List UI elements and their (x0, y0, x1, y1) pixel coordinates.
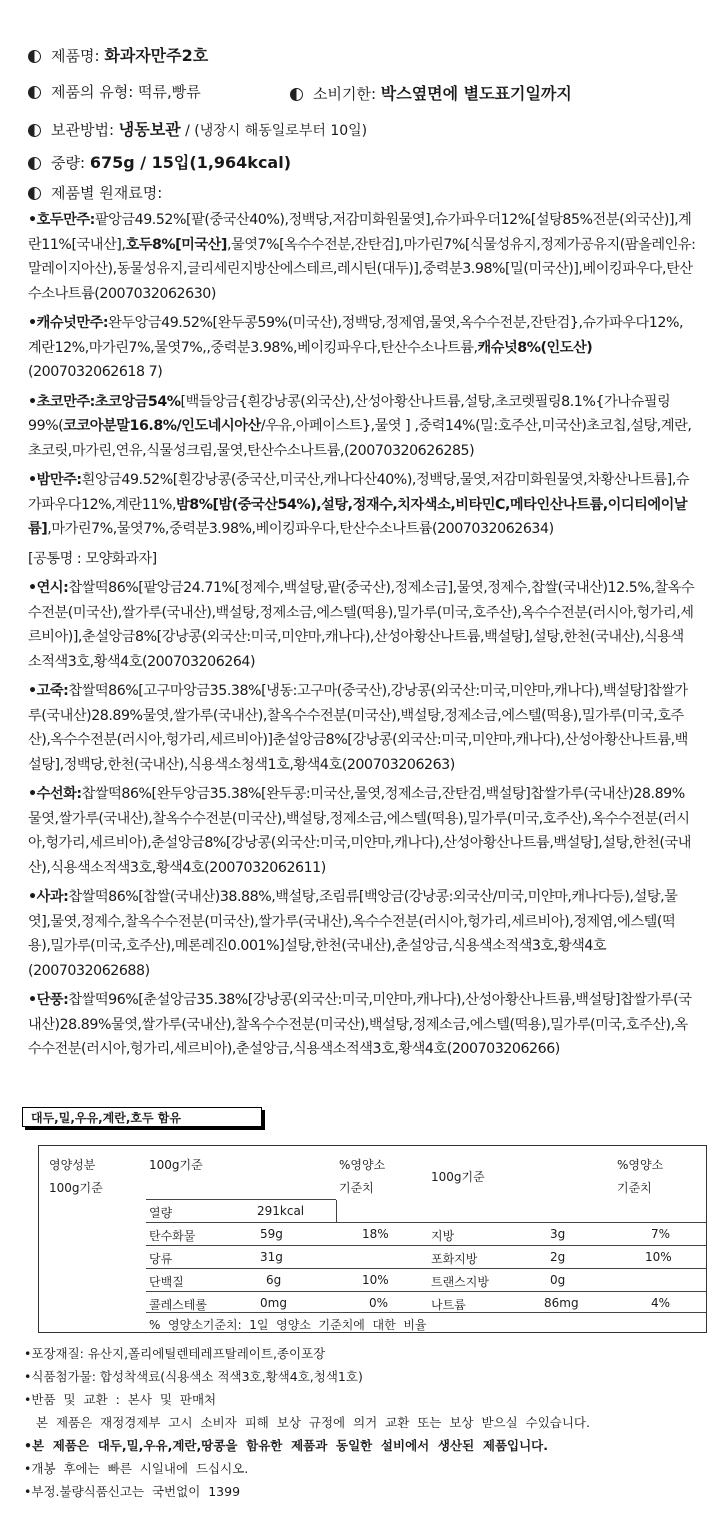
nutrient-name: 나트륨 (431, 1298, 466, 1312)
allergy-box: 대두,밀,우유,계란,호두 함유 (22, 1107, 262, 1127)
ingredients-heading-row (28, 182, 162, 203)
nutrient-name: 당류 (149, 1252, 173, 1266)
ingredient-text: 팥앙금49.52%[팥(중국산40%),정백당,저감미화원물엿],슈가파우더12%[설탕85%전분(외국산)],계란11%[국내산], (28, 212, 692, 253)
half-circle-bullet-icon (28, 124, 41, 137)
ingredient-persimmon (28, 576, 696, 674)
ingredient-apple (28, 885, 696, 983)
compensation-note: 본 제품은 재정경제부 고시 소비자 피해 보상 규정에 의거 교환 또는 보상 받으실 수있습니다. (24, 1415, 590, 1430)
ingredients-list (28, 208, 696, 1067)
nutrient-percent: 7% (651, 1227, 671, 1241)
ingredient-highlight: 밤8%[밤(중국산54%),설탕,정재수,치자색소,비타민C,메타인산나트륨,이디티에이날륨] (28, 496, 688, 537)
ingredient-highlight: 호두8%[미국산] (125, 236, 227, 253)
nutrient-name: 콜레스테롤 (149, 1298, 207, 1312)
nutrient-amount: 59g (260, 1227, 283, 1241)
ingredient-text: 찹쌀떡86%[팥앙금24.71%[정제수,백설탕,팥(중국산),정제소금],물엿,정제수,찹쌀(국내산)12.5%,찰옥수수전분(미국산),쌀가루(국내산),백설탕,정제소금,에스텔(떡용),밀가루(미국,호주산),옥수수전분(러시아,헝가리,세르비아)],춘설앙금8%[강낭콩(외국산:미국,미얀마,캐나다),산성아황산나트륨,백설탕],설탕,한천(국내산),식용색소적색3호,황색4호(200703206264) (28, 580, 695, 670)
basis-left: 100g기준 (149, 1158, 203, 1172)
nutrient-name: 포화지방 (431, 1252, 478, 1266)
storage-row (28, 117, 367, 140)
expiry-row (290, 81, 572, 104)
nutrient-name: 지방 (431, 1229, 455, 1243)
nutrient-percent: 10% (645, 1250, 672, 1264)
ingredient-gojuk (28, 679, 696, 777)
nutrient-amount: 86mg (544, 1296, 579, 1310)
ingredient-title: •초코만주: (28, 393, 95, 410)
half-circle-bullet-icon (28, 50, 41, 63)
table-line (146, 1245, 706, 1246)
ingredient-text: [백들앙금{흰강낭콩(외국산),산성아황산나트륨,설탕,초코렛필링8.1%{가나슈필링99%( (28, 393, 671, 434)
weight-label: 중량: (51, 154, 86, 172)
nutrient-amount: 3g (550, 1227, 566, 1241)
ingredient-title: •단풍: (28, 992, 69, 1008)
ingredient-text: ,물엿7%[옥수수전분,잔탄검],마가린7%[식물성유지,정제가공유지(팜올레인유:말레이지아산),동물성유지,글리세린지방산에스테르,레시틴(대두)],중력분3.98%[밀(미국산)],베이킹파우다,탄산수소나트륨(2007032062630) (28, 236, 696, 302)
half-circle-bullet-icon (290, 88, 303, 101)
nutrient-name: 탄수화물 (149, 1229, 196, 1243)
half-circle-bullet-icon (28, 86, 41, 99)
return-exchange: •반품 및 교환 : 본사 및 판매처 (24, 1392, 217, 1407)
common-name: [공통명 : 모양화과자] (28, 550, 157, 567)
nutrient-name: 트랜스지방 (431, 1275, 489, 1289)
ingredient-text: 찹쌀떡96%[춘설앙금35.38%[강낭콩(외국산:미국,미얀마,캐나다),산성아황산나트륨,백설탕]찹쌀가루(국내산)28.89%물엿,쌀가루(국내산),찰옥수수전분(미국산),백설탕,정제소금,에스텔(떡용),밀가루(미국,호주산),옥수수전분(러시아,헝가리,세르비아),춘설앙금,식용색소적색3호,황색4호(200703206266) (28, 992, 692, 1057)
dv-left-2: 기준치 (339, 1181, 374, 1195)
ingredient-title: •사과: (28, 889, 69, 905)
product-name-row (28, 43, 208, 66)
expiry-label: 소비기한: (313, 85, 377, 103)
product-type-label: 제품의 유형: 떡류,빵류 (51, 83, 201, 101)
weight-value: 675g / 15입(1,964kcal) (89, 153, 292, 172)
nutrient-name: 단백질 (149, 1275, 184, 1289)
report-hotline: •부정.불량식품신고는 국번없이 1399 (24, 1484, 241, 1499)
ingredient-title: •밤만주: (28, 472, 82, 488)
nutrient-amount: 0g (550, 1273, 566, 1287)
nutrient-percent: 10% (362, 1273, 389, 1287)
ingredient-text: (2007032062618 7) (28, 364, 163, 380)
dv-left-1: %영양소 (339, 1158, 386, 1172)
nutrient-amount: 0mg (260, 1296, 287, 1310)
ingredient-title: •수선화: (28, 786, 82, 802)
after-opening-note: •개봉 후에는 빠른 시일내에 드십시오. (24, 1461, 249, 1476)
product-type-row (28, 81, 201, 102)
ingredient-text: 찹쌀떡86%[고구마앙금35.38%[냉동:고구마(중국산),강낭콩(외국산:미국,미얀마,캐나다),백설탕]찹쌀가루(국내산)28.89%물엿,쌀가루(국내산),찰옥수수전분(미국산),백설탕,정제소금,에스텔(떡용),밀가루(미국,호주산),옥수수전분(러시아,헝가리,세르비아)]춘설앙금8%[강낭콩(외국산:미국,미얀마,캐나다),산성아황산나트륨,백설탕],정백당,한천(국내산),식용색소청색1호,황색4호(200703206263) (28, 683, 688, 773)
ingredient-highlight: 코코아분말16.8%/인도네시아산 (63, 418, 261, 434)
table-line (146, 1312, 706, 1313)
nutrition-note: % 영양소기준치: 1일 영양소 기준치에 대한 비율 (149, 1318, 427, 1332)
table-line (146, 1199, 336, 1200)
dv-right-2: 기준치 (617, 1181, 652, 1195)
nutrition-basis: 100g기준 (49, 1181, 103, 1195)
storage-value: 냉동보관 (118, 120, 181, 139)
ingredient-title: •연시: (28, 580, 69, 596)
ingredients-heading: 제품별 원재료명: (51, 184, 163, 202)
ingredient-title: •호두만주: (28, 212, 95, 228)
table-line (146, 1222, 706, 1223)
basis-right: 100g기준 (431, 1170, 485, 1184)
nutrition-title: 영양성분 (49, 1158, 96, 1172)
ingredient-choco (28, 390, 696, 464)
calorie-label: 열량 (149, 1206, 173, 1220)
ingredient-title: •캐슈넛만주: (28, 315, 109, 331)
ingredient-chestnut (28, 468, 696, 542)
ingredient-maple (28, 988, 696, 1062)
nutrient-amount: 31g (260, 1250, 283, 1264)
ingredient-text: 찹쌀떡86%[완두앙금35.38%[완두콩:미국산,물엿,정제소금,잔탄검,백설탕]찹쌀가루(국내산)28.89%물엿,쌀가루(국내산),찰옥수수전분(미국산),백설탕,정제소금,에스텔(떡용),밀가루(미국,호주산),옥수수전분(러시아,헝가리,세르비아),춘설앙금8%[강낭콩(외국산:미국,미얀마,캐나다),산성아황산나트륨,백설탕],설탕,한천(국내산),식용색소적색3호,황색4호(2007032062611) (28, 786, 691, 876)
ingredient-text: ,마가린7%,물엿7%,중력분3.98%,베이킹파우다,탄산수소나트륨(2007032062634) (47, 521, 554, 537)
half-circle-bullet-icon (28, 157, 41, 170)
storage-label: 보관방법: (51, 121, 115, 139)
allergen-facility-note: •본 제품은 대두,밀,우유,계란,땅콩을 함유한 제품과 동일한 설비에서 생산된 제품입니다. (24, 1438, 548, 1453)
ingredient-title: •고죽: (28, 683, 69, 699)
food-additives: •식품첨가물: 합성착색료(식용색소 적색3호,황색4호,청색1호) (24, 1369, 363, 1384)
table-line (336, 1200, 337, 1223)
nutrient-percent: 4% (651, 1296, 671, 1310)
expiry-value: 박스옆면에 별도표기일까지 (380, 84, 572, 103)
ingredient-text: 완두앙금49.52%[완두콩59%(미국산),정백당,정제염,물엿,옥수수전분,잔탄검},슈가파우다12%,계란12%,마가린7%,물엿7%,,중력분3.98%,베이킹파우다,탄산수소나트륨, (28, 315, 684, 356)
ingredient-text: 흰앙금49.52%[흰강낭콩(중국산,미국산,캐나다산40%),정백당,물엿,저감미화원물엿,차황산나트륨],슈가파우다12%,계란11%, (28, 472, 690, 513)
table-line (146, 1291, 706, 1292)
dv-right-1: %영양소 (617, 1158, 664, 1172)
weight-row (28, 150, 291, 173)
calorie-value: 291kcal (257, 1204, 305, 1218)
nutrient-percent: 0% (369, 1296, 389, 1310)
ingredient-walnut (28, 208, 696, 306)
product-name-value: 화과자만주2호 (104, 46, 209, 65)
ingredient-cashew (28, 311, 696, 385)
product-name-label: 제품명: (51, 47, 100, 65)
nutrient-amount: 6g (266, 1273, 282, 1287)
ingredient-text: /우유,아페이스트},물엿 ] ,중력14%(밀:호주산,미국산)초코칩,설탕,계란,초코릿,마가린,연유,식물성크림,물엿,탄산수소나트륨,(20070320626285) (28, 418, 692, 459)
packaging-material: •포장재질: 유산지,폴리에틸렌테레프탈레이트,종이포장 (24, 1346, 326, 1361)
storage-note: / (냉장시 해동일로부터 10일) (180, 123, 368, 139)
nutrient-amount: 2g (550, 1250, 566, 1264)
footer-notes (24, 1342, 714, 1503)
ingredient-highlight: 캐슈넛8%(인도산) (477, 339, 593, 356)
ingredient-highlight: 초코앙금54% (94, 393, 181, 410)
nutrient-percent: 18% (362, 1227, 389, 1241)
ingredient-text: 찹쌀떡86%[찹쌀(국내산)38.88%,백설탕,조림류[백앙금(강낭콩:외국산/미국,미얀마,캐나다등),설탕,물엿],물엿,정제수,찰옥수수전분(미국산),쌀가루(국내산),옥수수전분(러시아,헝가리,세르비아),정제염,에스텔(떡용),밀가루(미국,호주산),메론레진0.001%]설탕,한천(국내산),춘설앙금,식용색소적색3호,황색4호(2007032062688) (28, 889, 678, 979)
nutrition-table (38, 1145, 707, 1333)
table-line (146, 1268, 706, 1269)
half-circle-bullet-icon (28, 187, 41, 200)
ingredient-narcissus (28, 782, 696, 880)
